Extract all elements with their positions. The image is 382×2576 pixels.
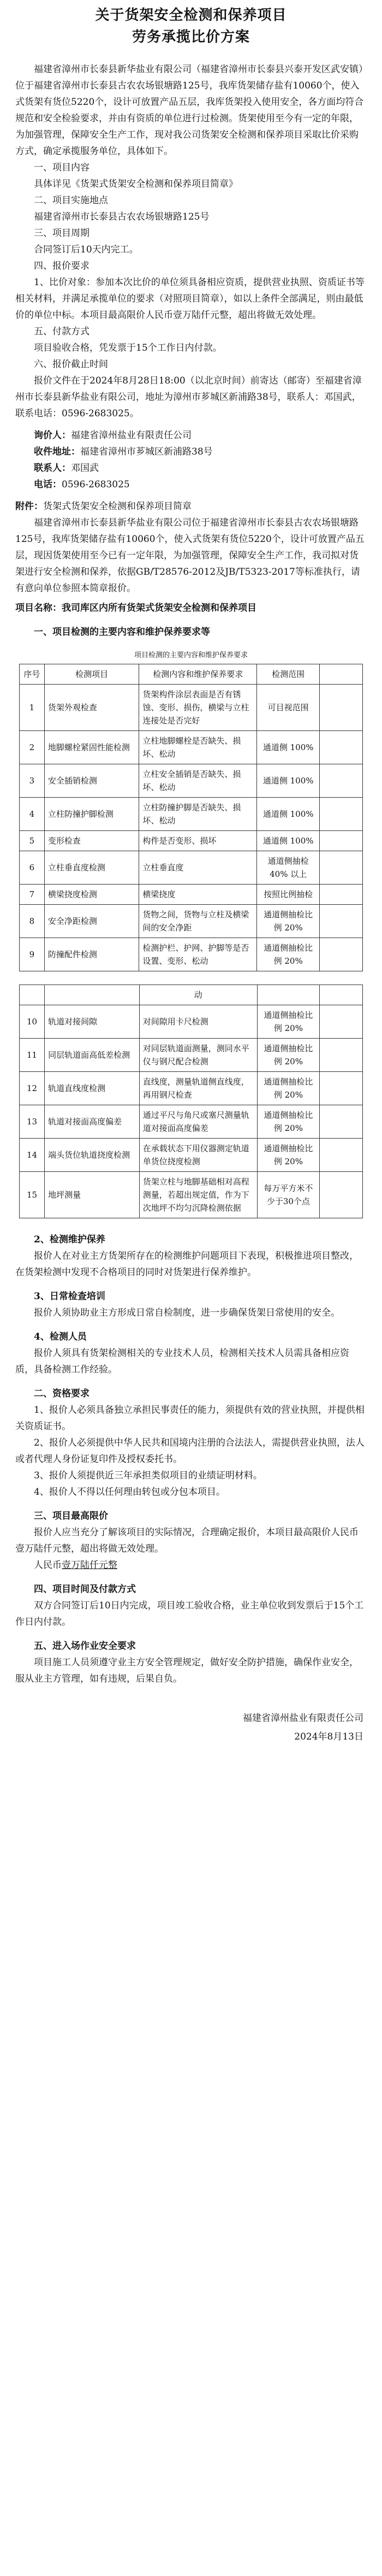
cell-extra — [320, 1172, 363, 1218]
th2-item — [45, 985, 140, 1005]
contact-value: 邓国武 — [71, 463, 99, 474]
sec4-text: 1、比价对象：参加本次比价的单位须具备相应资质，提供营业执照、资质证书等相关材料，并满足承揽单位的要求（对照项目简章），如以上条件全部满足，则由最低价的单位中标。本项目最高限价人民币壹万陆仟元整，超出将做无效处理。 — [15, 277, 365, 321]
safety-title: 五、进入场作业安全要求 — [34, 1641, 136, 1652]
cell-extra — [320, 798, 363, 831]
cell-extra — [320, 938, 363, 971]
schedule-title: 四、项目时间及付款方式 — [34, 1584, 136, 1595]
sec1-text: 具体详见《货架式货架安全检测和保养项目简章》 — [34, 179, 238, 190]
inspection-table — [19, 664, 363, 971]
cell-index: 14 — [20, 1139, 45, 1172]
cell-range: 通道侧抽检比例 20% — [257, 1072, 320, 1105]
part2-title: 2、检测维护保养 — [34, 1234, 105, 1245]
signature-company: 福建省漳州盐业有限责任公司 — [243, 1713, 363, 1724]
cell-item: 端头货位轨道挠度检测 — [45, 1139, 140, 1172]
cell-index: 6 — [20, 851, 45, 885]
cell-extra — [320, 1139, 363, 1172]
attachment-text: 货架式货架安全检测和保养项目简章 — [43, 501, 192, 512]
cell-range: 通道侧抽检比例 20% — [257, 1105, 320, 1139]
cell-content: 直线度，测量轨道侧直线度，再用钢尺检查 — [139, 1072, 257, 1105]
part4-text: 报价人须具有货架检测相关的专业技术人员，检测相关技术人员需具备相应资质，具备检测工作经验。 — [15, 1348, 349, 1375]
cell-content: 立柱垂直度 — [139, 851, 257, 885]
cell-range: 通道侧 100% — [257, 798, 320, 831]
address-label: 收件地址： — [34, 446, 80, 457]
schedule-text: 双方合同签订后10日内完成，项目竣工验收合格，业主单位收到发票后于15个工作日内付款。 — [15, 1600, 364, 1628]
inquiry-value: 福建省漳州盐业有限责任公司 — [71, 430, 192, 441]
cell-range: 通道侧抽检比例 20% — [257, 905, 320, 938]
price-limit-line — [15, 1557, 367, 1573]
sec5-text: 项目验收合格，凭发票于15个工作日内付款。 — [34, 343, 222, 353]
price-limit-value: 壹万陆仟元整 — [62, 1560, 117, 1571]
sec6-text: 报价文件在于2024年8月28日18:00（以北京时间）前寄达（邮寄）至福建省漳州市长泰县新华盐业有限公司，地址为漳州市芗城区新浦路38号，联系人：邓国武，联系电话：0596-2683025。 — [15, 375, 362, 419]
th-range: 检测范围 — [257, 664, 320, 685]
sec5-title: 五、付款方式 — [34, 326, 89, 337]
cell-extra — [320, 731, 363, 764]
document-content — [15, 4, 367, 1746]
cell-index: 7 — [20, 885, 45, 905]
cell-extra — [320, 885, 363, 905]
inquiry-label: 询价人： — [34, 430, 71, 441]
table-caption: 项目检测的主要内容和维护保养要求 — [134, 651, 248, 659]
cell-range: 通道侧抽检比例 20% — [257, 1139, 320, 1172]
price-limit-text: 报价人应当充分了解该项目的实际情况，合理确定报价，本项目最高限价人民币壹万陆仟元整，超出将做无效处理。 — [15, 1527, 359, 1554]
cell-index: 12 — [20, 1072, 45, 1105]
signature-block — [15, 1709, 367, 1746]
cell-content: 货架立柱与地脚基础相对高程测量，若超出规定值，作为下次地坪不均匀沉降检测依据 — [139, 1172, 257, 1218]
th-item: 检测项目 — [44, 664, 139, 685]
th-index: 序号 — [20, 664, 45, 685]
table-row — [20, 685, 363, 731]
cell-extra — [320, 1105, 363, 1139]
table-row — [20, 764, 363, 798]
th2-extra — [320, 985, 363, 1005]
part3-title: 3、日常检查培训 — [34, 1291, 105, 1302]
table-header-row — [20, 664, 363, 685]
price-limit-label: 人民币 — [34, 1560, 62, 1571]
part4-title: 4、检测人员 — [34, 1331, 87, 1342]
cell-extra — [320, 831, 363, 851]
cell-index: 4 — [20, 798, 45, 831]
cell-index: 5 — [20, 831, 45, 851]
signature-date: 2024年8月13日 — [294, 1731, 363, 1742]
cell-extra — [320, 764, 363, 798]
table2-row — [20, 1172, 363, 1218]
sec1-title: 一、项目内容 — [34, 162, 89, 173]
attachment-label: 附件： — [15, 501, 43, 512]
cell-content: 立柱安全插销是否缺失、损坏、松动 — [139, 764, 257, 798]
cell-content: 立柱防撞护脚是否缺失、损坏、松动 — [139, 798, 257, 831]
cell-content: 在承载状态下用仪器测定轨道单货位挠度检测 — [139, 1139, 257, 1172]
table-row — [20, 831, 363, 851]
cell-range: 可目视范围 — [257, 685, 320, 731]
part1-title: 一、项目检测的主要内容和维护保养要求等 — [34, 627, 210, 638]
th-content: 检测内容和维护保养要求 — [139, 664, 257, 685]
cell-extra — [320, 851, 363, 885]
cell-index: 10 — [20, 1005, 45, 1039]
intro-paragraph: 福建省漳州市长泰县新华盐业有限公司（福建省漳州市长泰县兴泰开发区武安镇）位于福建省漳州市长泰县古农农场银塘路125号，我库货架储存盐有10060个，使入式货架有货位5220个，设计可放置产品五层，我库货架投入使用安全，各方面均符合规范和安全检验要求，并由有资质的单位进行过检测。货架使用至今有一定的年限，为加强管理，保障安全生产工作，现对我公司货架安全检测和保养项目采取比价采购方式，确定承揽服务单位，具体如下。 — [15, 64, 364, 157]
cell-content: 对同层轨道面测量，测同水平仪与钢尺配合检测 — [139, 1039, 257, 1072]
cell-item: 轨道直线度检测 — [45, 1072, 140, 1105]
cell-index: 9 — [20, 938, 45, 971]
cell-index: 8 — [20, 905, 45, 938]
contact-label: 联系人： — [34, 463, 71, 474]
cell-item: 同层轨道面高低差检测 — [45, 1039, 140, 1072]
cell-index: 15 — [20, 1172, 45, 1218]
table2-row — [20, 1005, 363, 1039]
cell-item: 立柱垂直度检测 — [44, 851, 139, 885]
doc-title-line2: 劳务承揽比价方案 — [132, 29, 250, 45]
table-row — [20, 885, 363, 905]
sec2-text: 福建省漳州市长泰县古农农场银塘路125号 — [34, 211, 210, 222]
th-extra — [320, 664, 363, 685]
inquiry-line — [15, 427, 367, 444]
cell-range: 通道侧抽检比例 20% — [257, 1039, 320, 1072]
cell-item: 安全插销检测 — [44, 764, 139, 798]
cell-extra — [320, 1072, 363, 1105]
sec4-title: 四、报价要求 — [34, 261, 89, 272]
cell-range: 通道侧抽检比例 20% — [257, 1005, 320, 1039]
inspection-table-continued — [19, 985, 363, 1218]
address-line — [15, 444, 367, 460]
cell-item: 轨道对接面高度偏差 — [45, 1105, 140, 1139]
cell-item: 地脚螺栓紧固性能检测 — [44, 731, 139, 764]
address-value: 福建省漳州市芗城区新浦路38号 — [80, 446, 213, 457]
cell-item: 货架外观检查 — [44, 685, 139, 731]
sec3-text: 合同签订后10天内完工。 — [34, 244, 139, 255]
cell-index: 13 — [20, 1105, 45, 1139]
table2-row — [20, 1139, 363, 1172]
cell-content: 检测护栏、护网、护脚等是否设置、变形、松动 — [139, 938, 257, 971]
cell-item: 立柱防撞护脚检测 — [44, 798, 139, 831]
phone-value: 0596-2683025 — [62, 479, 130, 490]
cell-range: 通道侧抽检比例 20% — [257, 938, 320, 971]
cell-index: 11 — [20, 1039, 45, 1072]
th2-index — [20, 985, 45, 1005]
doc-title-line1: 关于货架安全检测和保养项目 — [95, 7, 287, 23]
cell-index: 2 — [20, 731, 45, 764]
cell-item: 变形检查 — [44, 831, 139, 851]
cell-item: 轨道对接间隙 — [45, 1005, 140, 1039]
cell-extra — [320, 905, 363, 938]
phone-label: 电话： — [34, 479, 62, 490]
cell-content: 货物之间，货物与立柱及横梁间的安全净距 — [139, 905, 257, 938]
cell-item: 防撞配件检测 — [44, 938, 139, 971]
cell-item: 地坪测量 — [45, 1172, 140, 1218]
sec3-title: 三、项目周期 — [34, 228, 89, 239]
cell-range: 按照比例抽检 — [257, 885, 320, 905]
sec6-title: 六、报价截止时间 — [34, 359, 108, 370]
project-name-line: 项目名称：我司库区内所有货架式货架安全检测和保养项目 — [15, 603, 256, 614]
cell-range: 通道侧 100% — [257, 764, 320, 798]
cell-extra — [320, 1005, 363, 1039]
requirement-1: 1、报价人必须具备独立承担民事责任的能力，须提供有效的营业执照，并提供相关资质证书。 — [15, 1405, 365, 1432]
cell-content: 通过平尺与角尺或塞尺测量轨道对接面高度偏差 — [139, 1105, 257, 1139]
cell-content: 构件是否变形、损坏 — [139, 831, 257, 851]
requirements-title: 二、资格要求 — [34, 1388, 89, 1399]
sec2-title: 二、项目实施地点 — [34, 195, 108, 206]
requirement-2: 2、报价人必须提供中华人民共和国境内注册的合法法人，需提供营业执照，法人或者代理人身份证复印件及授权委托书。 — [15, 1437, 365, 1465]
cell-index: 1 — [20, 685, 45, 731]
table2-row — [20, 1105, 363, 1139]
requirement-4: 4、报价人不得以任何理由转包或分包本项目。 — [34, 1487, 225, 1498]
attachment-line — [15, 498, 367, 515]
cell-index: 3 — [20, 764, 45, 798]
cell-item: 安全净距检测 — [44, 905, 139, 938]
table-row — [20, 905, 363, 938]
cell-range: 通道侧 100% — [257, 831, 320, 851]
part3-text: 报价人须协助业主方形成日常自检制度，进一步确保货架日常使用的安全。 — [34, 1307, 340, 1318]
requirement-3: 3、报价人须提供近三年承担类似项目的业绩证明材料。 — [34, 1470, 262, 1481]
cell-extra — [320, 685, 363, 731]
cell-range: 通道侧 100% — [257, 731, 320, 764]
contact-line — [15, 460, 367, 476]
phone-line — [15, 476, 367, 493]
table2-row — [20, 1072, 363, 1105]
th2-range — [257, 985, 320, 1005]
part2-text: 报价人在对业主方货架所存在的检测维护问题项目下表现，积极推进项目整改，在货架检测中发现不合格项目的同时对货架进行保养维护。 — [15, 1251, 359, 1278]
cell-content: 货架构件涂层表面是否有锈蚀、变形、损伤，横梁与立柱连接处是否完好 — [139, 685, 257, 731]
table-row — [20, 798, 363, 831]
table2-header-row — [20, 985, 363, 1005]
cell-range: 通道侧抽检 40% 以上 — [257, 851, 320, 885]
cell-content: 立柱地脚螺栓是否缺失、损坏、松动 — [139, 731, 257, 764]
safety-text: 项目施工人员须遵守业主方安全管理规定，做好安全防护措施，确保作业安全，服从业主方管理，如有违规，后果自负。 — [15, 1657, 359, 1684]
table-row — [20, 731, 363, 764]
table2-row — [20, 1039, 363, 1072]
table-row — [20, 851, 363, 885]
cell-range: 每万平方米不少于30个点 — [257, 1172, 320, 1218]
cell-item: 横梁挠度检测 — [44, 885, 139, 905]
attachment-paragraph: 福建省漳州市长泰县新华盐业有限公司位于福建省漳州市长泰县古农农场银塘路125号，我库货架储存盐有10060个，使入式货架有货位5220个，设计可放置产品五层，现因货架使用至今已有一定年限，为加强管理，保障安全生产工作，我司拟对货架进行安全检测和保养，依据GB/T28576-2012及JB/T5323-2017等标准执行，请有意向单位参照本简章报价。 — [15, 517, 365, 594]
cell-extra — [320, 1039, 363, 1072]
price-limit-title: 三、项目最高限价 — [34, 1511, 108, 1522]
cell-content: 横梁挠度 — [139, 885, 257, 905]
table-row — [20, 938, 363, 971]
cell-content: 对间隙用卡尺检测 — [139, 1005, 257, 1039]
th2-content: 动 — [139, 985, 257, 1005]
